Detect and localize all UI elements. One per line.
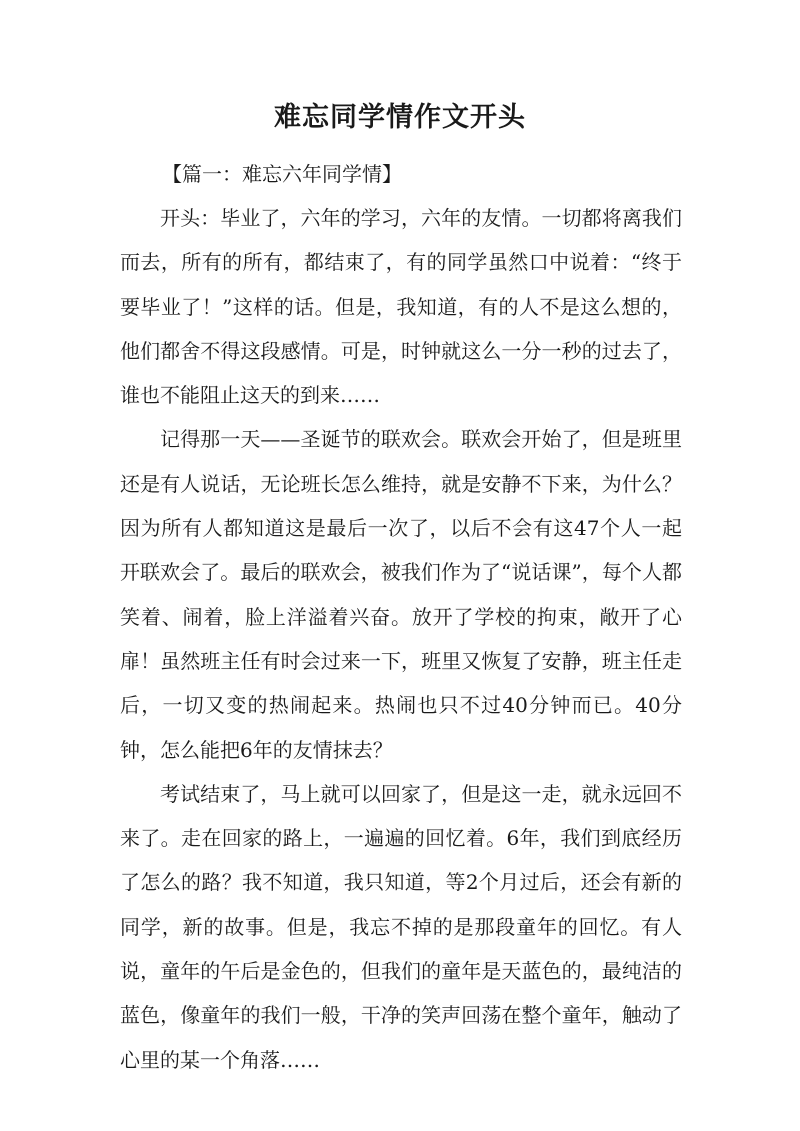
paragraph: 开头：毕业了，六年的学习，六年的友情。一切都将离我们而去，所有的所有，都结束了，有的同学虽然口中说着：“终于要毕业了！”这样的话。但是，我知道，有的人不是这么想的，他们都舍不得这段感情。可是，时钟就这么一分一秒的过去了，谁也不能阻止这天的到来…… [120, 206, 682, 408]
document-body [120, 196, 682, 1082]
section-heading: 【篇一：难忘六年同学情】 [162, 162, 402, 186]
paragraph: 考试结束了，马上就可以回家了，但是这一走，就永远回不来了。走在回家的路上，一遍遍的回忆着。6年，我们到底经历了怎么的路？我不知道，我只知道，等2个月过后，还会有新的同学，新的故事。但是，我忘不掉的是那段童年的回忆。有人说，童年的午后是金色的，但我们的童年是天蓝色的，最纯洁的蓝色，像童年的我们一般，干净的笑声回荡在整个童年，触动了心里的某一个角落…… [120, 781, 682, 1072]
paragraph: 记得那一天——圣诞节的联欢会。联欢会开始了，但是班里还是有人说话，无论班长怎么维持，就是安静不下来，为什么？因为所有人都知道这是最后一次了，以后不会有这47个人一起开联欢会了。最后的联欢会，被我们作为了“说话课”，每个人都笑着、闹着，脸上洋溢着兴奋。放开了学校的拘束，敞开了心扉！虽然班主任有时会过来一下，班里又恢复了安静，班主任走后，一切又变的热闹起来。热闹也只不过40分钟而已。40分钟，怎么能把6年的友情抹去？ [120, 427, 682, 762]
document-title: 难忘同学情作文开头 [274, 102, 526, 133]
